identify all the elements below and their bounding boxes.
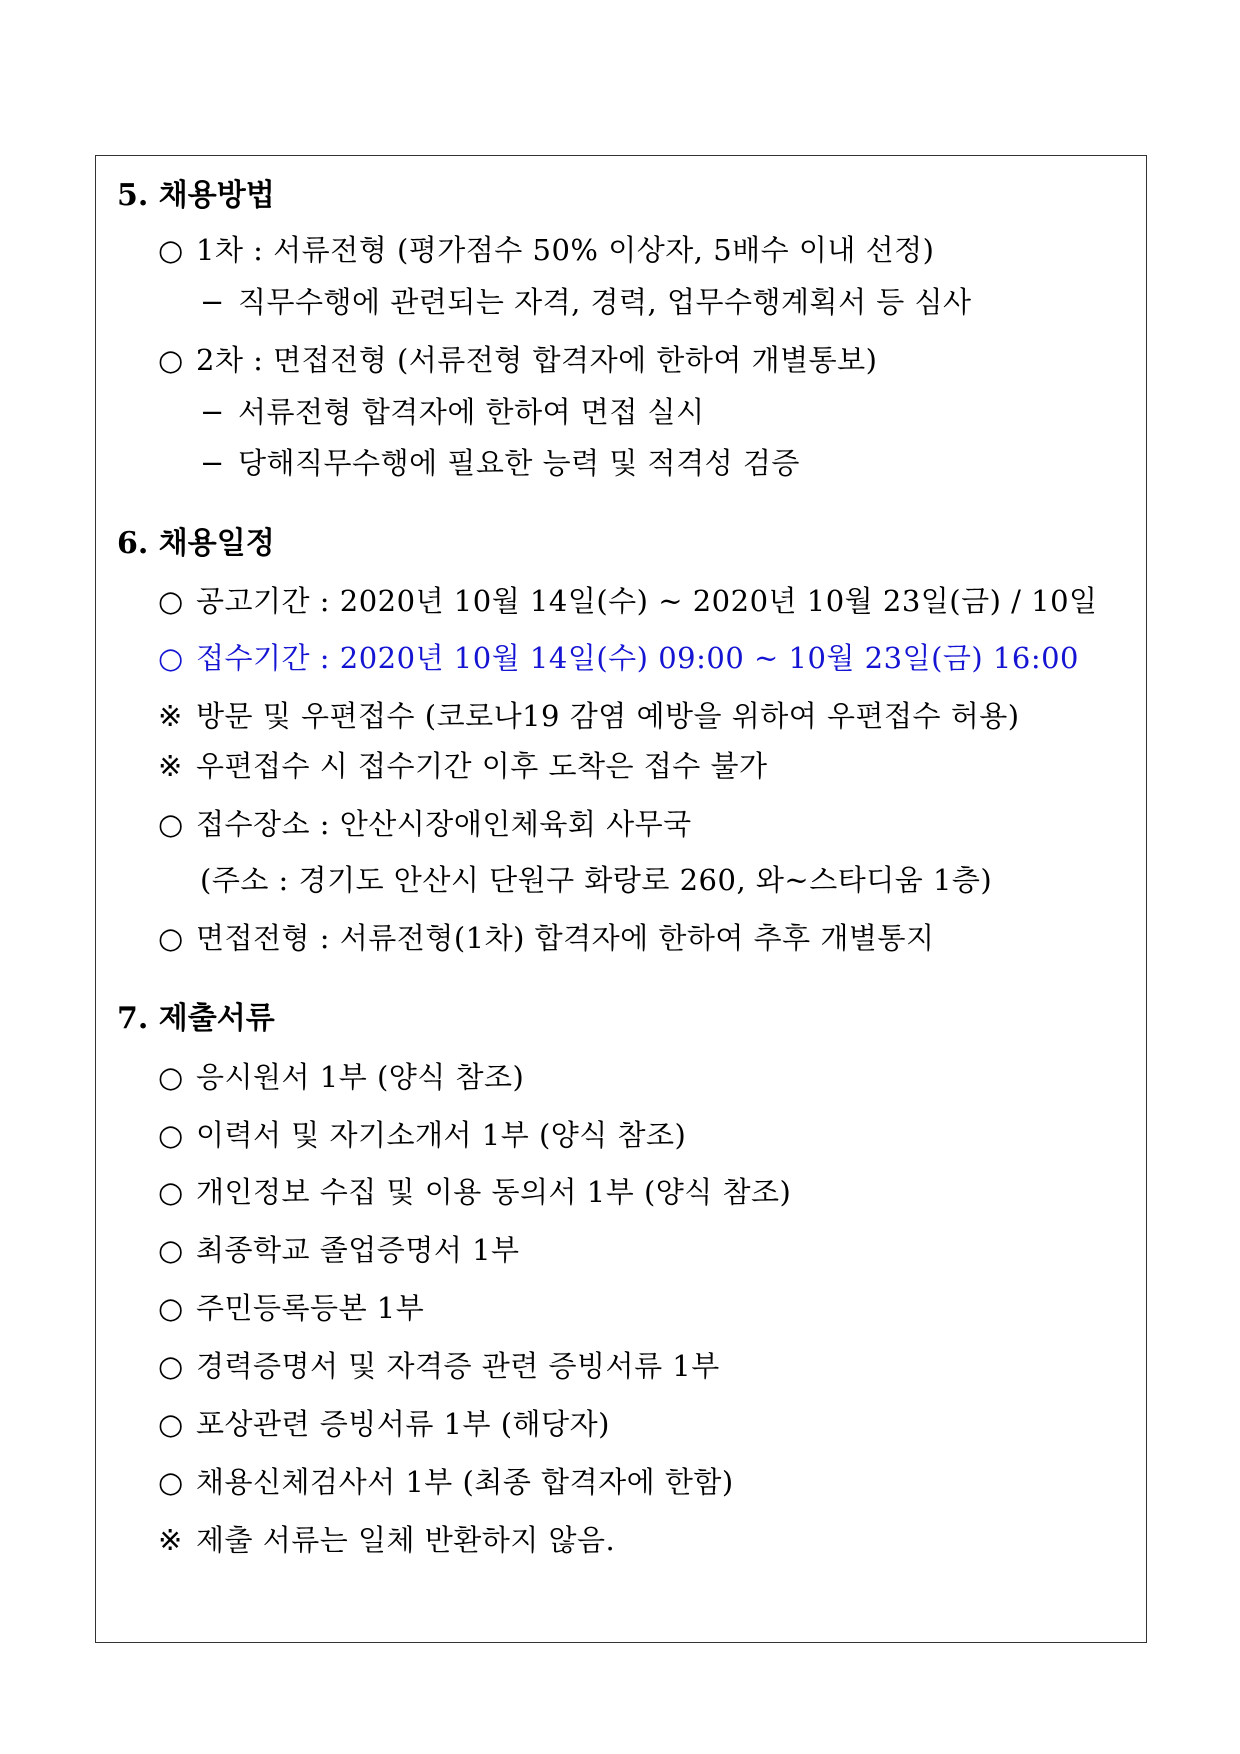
address-line	[200, 862, 992, 898]
list-item	[158, 342, 877, 378]
circle-bullet-icon: ○	[158, 921, 184, 955]
list-item-text: 서류전형 합격자에 한하여 면접 실시	[238, 395, 705, 429]
list-item	[158, 1522, 615, 1558]
list-item	[158, 1464, 734, 1500]
list-item	[200, 284, 972, 320]
list-item-text: 2차 : 면접전형 (서류전형 합격자에 한하여 개별통보)	[196, 343, 878, 377]
list-item-text: 공고기간 : 2020년 10월 14일(수) ~ 2020년 10월 23일(금) / 10일	[196, 584, 1098, 618]
list-item-text: 접수장소 : 안산시장애인체육회 사무국	[196, 807, 692, 841]
section-5-heading: 5. 채용방법	[117, 178, 275, 213]
list-item-text: 직무수행에 관련되는 자격, 경력, 업무수행계획서 등 심사	[238, 285, 972, 319]
list-item-highlighted	[158, 640, 1079, 676]
list-item	[158, 1290, 424, 1326]
list-item	[200, 445, 800, 481]
list-item-text: 방문 및 우편접수 (코로나19 감염 예방을 위하여 우편접수 허용)	[196, 699, 1020, 733]
list-item-text: 이력서 및 자기소개서 1부 (양식 참조)	[196, 1118, 687, 1152]
list-item-text: 당해직무수행에 필요한 능력 및 적격성 검증	[238, 446, 800, 480]
circle-bullet-icon: ○	[158, 1175, 184, 1209]
section-6-heading: 6. 채용일정	[117, 526, 275, 561]
list-item-text: 응시원서 1부 (양식 참조)	[196, 1060, 525, 1094]
list-item-text: 1차 : 서류전형 (평가점수 50% 이상자, 5배수 이내 선정)	[196, 233, 935, 267]
list-item-text: 면접전형 : 서류전형(1차) 합격자에 한하여 추후 개별통지	[196, 921, 935, 955]
list-item-text: 포상관련 증빙서류 1부 (해당자)	[196, 1407, 610, 1441]
circle-bullet-icon: ○	[158, 1291, 184, 1325]
list-item-text: 최종학교 졸업증명서 1부	[196, 1233, 520, 1267]
list-item	[158, 1059, 524, 1095]
list-item-text: (주소 : 경기도 안산시 단원구 화랑로 260, 와~스타디움 1층)	[200, 863, 993, 897]
circle-bullet-icon: ○	[158, 1118, 184, 1152]
list-item-text: 제출 서류는 일체 반환하지 않음.	[196, 1523, 616, 1557]
circle-bullet-icon: ○	[158, 641, 184, 675]
circle-bullet-icon: ○	[158, 1349, 184, 1383]
list-item	[158, 920, 934, 956]
circle-bullet-icon: ○	[158, 1060, 184, 1094]
list-item	[158, 232, 934, 268]
list-item-text: 채용신체검사서 1부 (최종 합격자에 한함)	[196, 1465, 734, 1499]
list-item	[158, 1406, 610, 1442]
circle-bullet-icon: ○	[158, 1233, 184, 1267]
section-7-heading: 7. 제출서류	[117, 1001, 275, 1036]
circle-bullet-icon: ○	[158, 1407, 184, 1441]
dash-bullet-icon: −	[200, 285, 225, 319]
list-item	[158, 748, 768, 784]
list-item-text: 우편접수 시 접수기간 이후 도착은 접수 불가	[196, 749, 768, 783]
list-item	[158, 806, 692, 842]
list-item-text: 개인정보 수집 및 이용 동의서 1부 (양식 참조)	[196, 1175, 792, 1209]
list-item	[158, 1232, 520, 1268]
circle-bullet-icon: ○	[158, 807, 184, 841]
list-item-text: 접수기간 : 2020년 10월 14일(수) 09:00 ~ 10월 23일(금) 16:00	[196, 641, 1079, 675]
circle-bullet-icon: ○	[158, 343, 184, 377]
circle-bullet-icon: ○	[158, 233, 184, 267]
list-item	[158, 1348, 720, 1384]
list-item	[158, 583, 1098, 619]
circle-bullet-icon: ○	[158, 1465, 184, 1499]
reference-mark-icon: ※	[158, 1523, 183, 1557]
dash-bullet-icon: −	[200, 395, 225, 429]
reference-mark-icon: ※	[158, 699, 183, 733]
list-item-text: 주민등록등본 1부	[196, 1291, 425, 1325]
circle-bullet-icon: ○	[158, 584, 184, 618]
list-item	[158, 1174, 791, 1210]
list-item	[158, 698, 1020, 734]
list-item-text: 경력증명서 및 자격증 관련 증빙서류 1부	[196, 1349, 720, 1383]
reference-mark-icon: ※	[158, 749, 183, 783]
dash-bullet-icon: −	[200, 446, 225, 480]
list-item	[158, 1117, 686, 1153]
list-item	[200, 394, 705, 430]
